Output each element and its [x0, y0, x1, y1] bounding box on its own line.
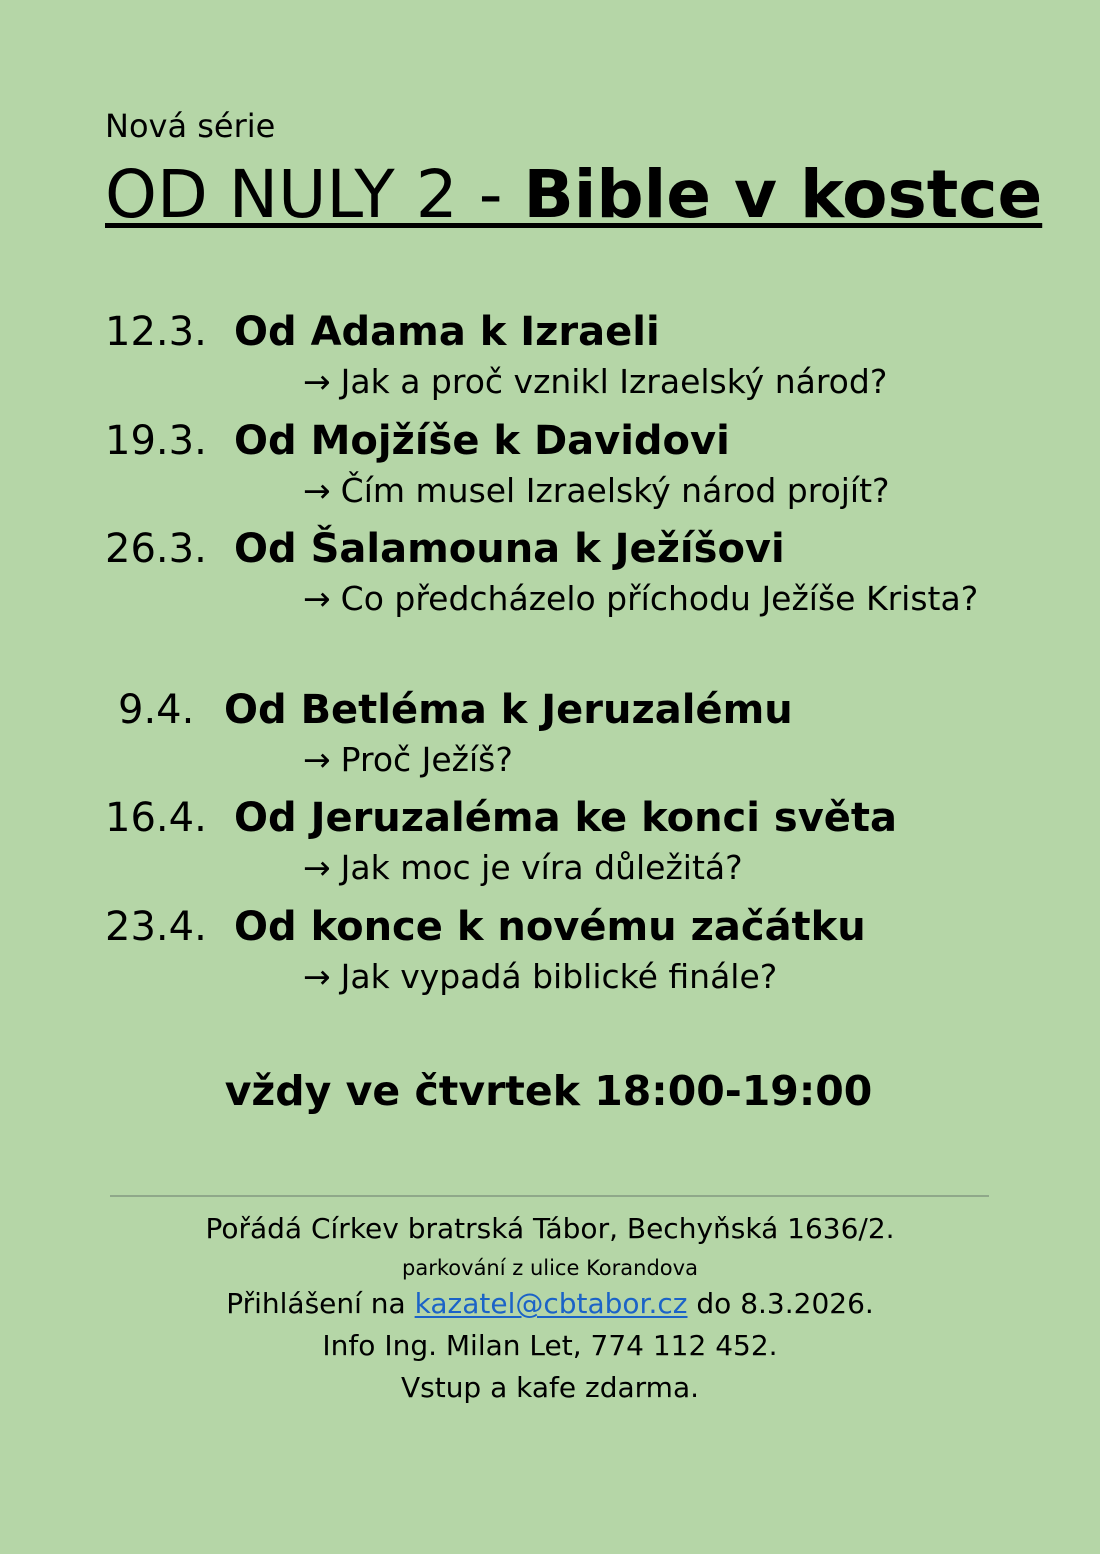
session-question [303, 740, 513, 780]
session-date: 19.3. [105, 418, 207, 464]
session-question [303, 848, 743, 888]
arrow-icon: → [303, 740, 331, 779]
organizer-line: Pořádá Církev bratrská Tábor, Bechyňská 1636/2. [205, 1212, 895, 1245]
arrow-icon: → [303, 957, 331, 996]
session-question-text: Co předcházelo příchodu Ježíše Krista? [340, 579, 979, 618]
session-topic: Od Šalamouna k Ježíšovi [234, 526, 785, 572]
arrow-icon: → [303, 471, 331, 510]
info-line: Info Ing. Milan Let, 774 112 452. [322, 1329, 778, 1362]
session-topic: Od Jeruzaléma ke konci světa [234, 795, 898, 841]
arrow-icon: → [303, 579, 331, 618]
session-4 [105, 687, 1035, 797]
session-date: 9.4. [118, 687, 195, 733]
session-1 [105, 309, 1035, 419]
session-date: 26.3. [105, 526, 207, 572]
session-6 [105, 904, 1035, 1014]
session-question [303, 471, 890, 511]
schedule-text-value: vždy ve čtvrtek 18:00-19:00 [224, 1067, 873, 1115]
session-topic: Od Adama k Izraeli [234, 309, 660, 355]
session-question-text: Jak moc je víra důležitá? [340, 848, 743, 887]
session-question [303, 362, 887, 402]
arrow-icon: → [303, 848, 331, 887]
series-kicker: Nová série [105, 107, 276, 145]
session-topic: Od Mojžíše k Davidovi [234, 418, 730, 464]
session-date: 16.4. [105, 795, 207, 841]
session-topic: Od konce k novému začátku [234, 904, 866, 950]
session-2 [105, 418, 1035, 528]
registration-email-link[interactable]: kazatel@cbtabor.cz [414, 1287, 688, 1320]
session-question [303, 579, 978, 619]
entry-line: Vstup a kafe zdarma. [400, 1371, 700, 1404]
session-question-text: Proč Ježíš? [340, 740, 513, 779]
session-topic: Od Betléma k Jeruzalému [224, 687, 793, 733]
parking-line: parkování z ulice Korandova [402, 1256, 698, 1280]
schedule-text [0, 1066, 1100, 1116]
session-date: 12.3. [105, 309, 207, 355]
session-question-text: Jak vypadá biblické finále? [340, 957, 778, 996]
footer-divider [110, 1195, 989, 1197]
session-question [303, 957, 777, 997]
series-title-bold: Bible v kostce [523, 156, 1043, 233]
series-title [105, 154, 1042, 236]
arrow-icon: → [303, 362, 331, 401]
session-question-text: Čím musel Izraelský národ projít? [340, 471, 890, 510]
registration-suffix: do 8.3.2026. [687, 1287, 874, 1320]
series-title-regular: OD NULY 2 - [105, 156, 524, 233]
session-3 [105, 526, 1035, 636]
session-5 [105, 795, 1035, 905]
registration-prefix: Přihlášení na [226, 1287, 415, 1320]
session-date: 23.4. [105, 904, 207, 950]
session-question-text: Jak a proč vznikl Izraelský národ? [340, 362, 888, 401]
registration-line [0, 1285, 1100, 1323]
